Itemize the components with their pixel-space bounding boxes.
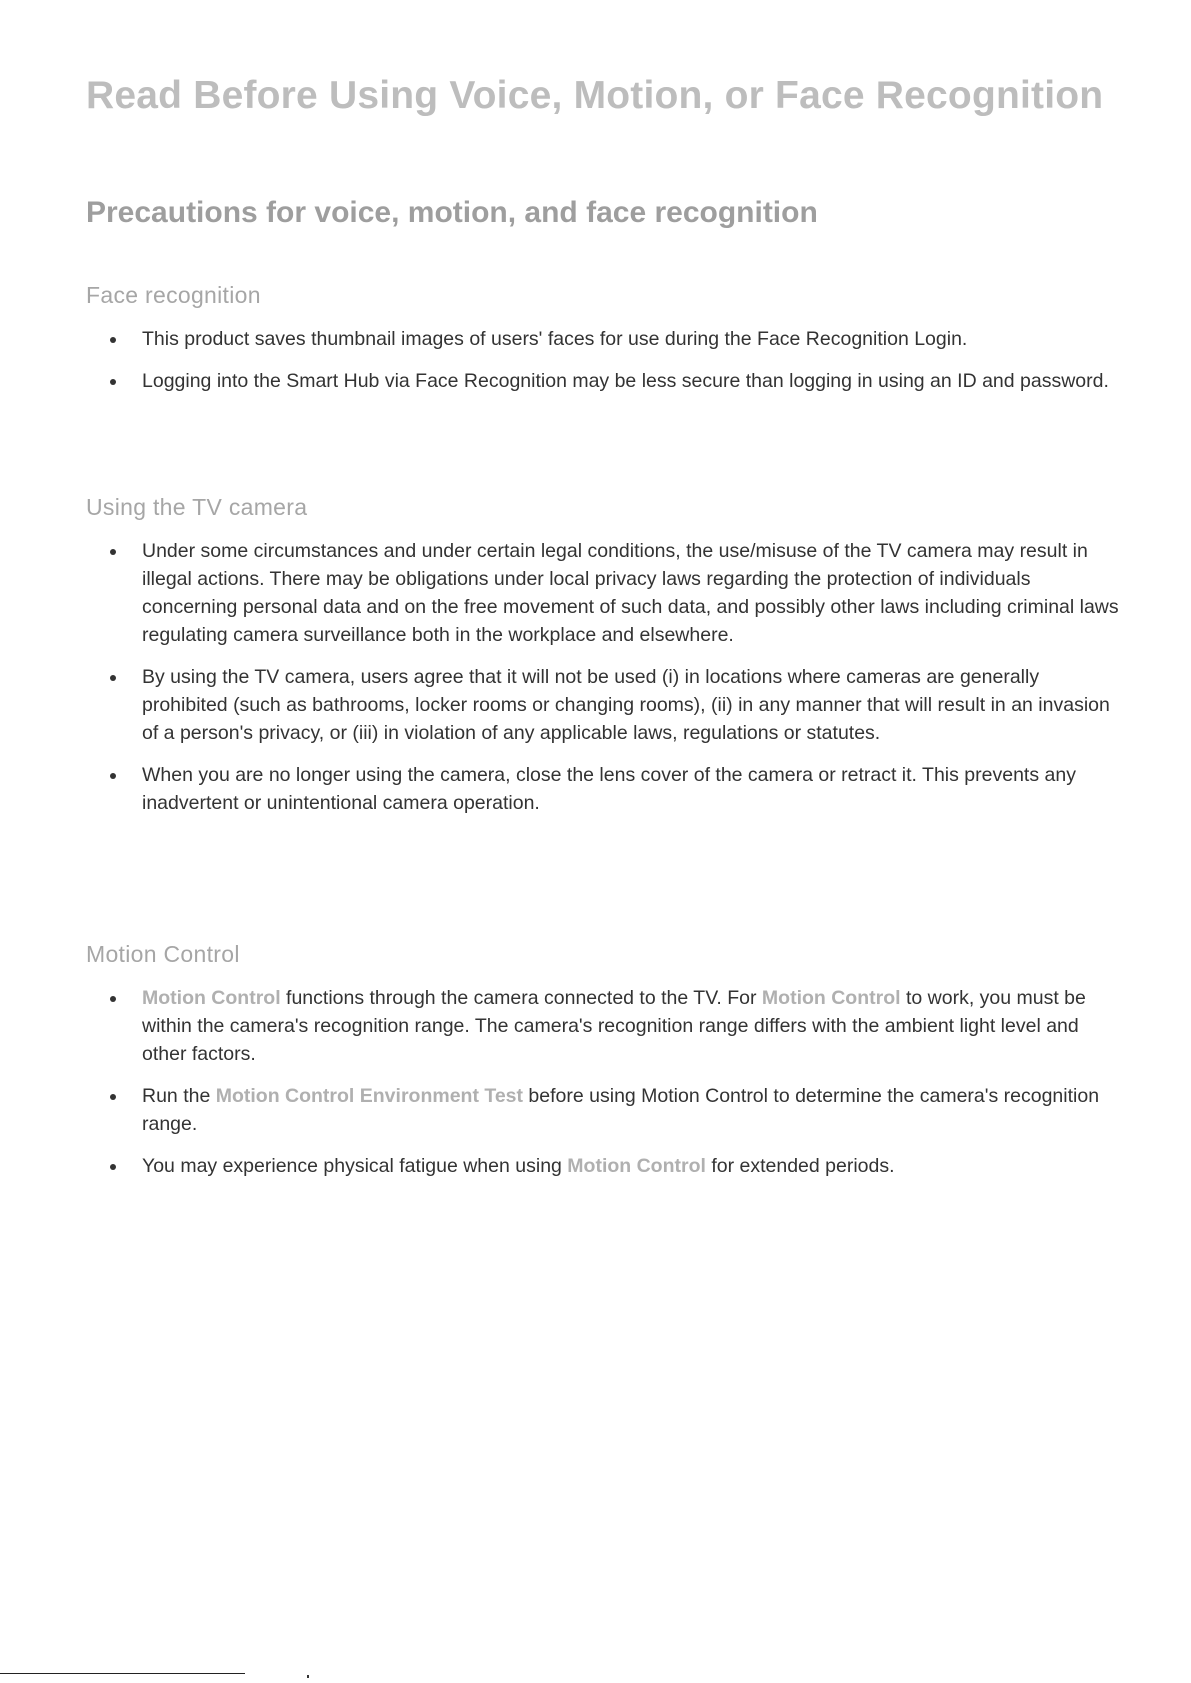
list-item-text: Under some circumstances and under certain legal conditions, the use/misuse of the TV camera may result in illegal actions. There may be obligations under local privacy laws regarding the protection of individuals concerning personal data and on the free movement of such data, and possibly other laws including criminal laws regulating camera surveillance both in the workplace and elsewhere. xyxy=(142,540,1119,646)
tv-camera-list xyxy=(86,537,1126,817)
footer-divider xyxy=(0,1673,245,1674)
environment-test-term: Motion Control Environment Test xyxy=(215,1085,524,1107)
bullet-icon xyxy=(110,549,116,555)
bullet-icon xyxy=(110,1164,116,1170)
list-item xyxy=(86,1152,1126,1180)
list-item-text: functions through the camera connected to the TV. For xyxy=(280,987,762,1009)
list-item-text: You may experience physical fatigue when using xyxy=(142,1155,568,1177)
bullet-icon xyxy=(110,1094,116,1100)
face-recognition-list xyxy=(86,325,1126,395)
motion-control-heading: Motion Control xyxy=(86,941,240,967)
motion-control-term: Motion Control xyxy=(567,1155,706,1177)
list-item xyxy=(86,663,1126,747)
motion-control-section xyxy=(86,941,1126,1194)
list-item xyxy=(86,1082,1126,1138)
list-item-text: to work, you must be within the camera's recognition range. The camera's recognition range differs with the ambient light level and other factors. xyxy=(142,987,1086,1065)
face-recognition-section xyxy=(86,282,1126,409)
motion-control-term: Motion Control xyxy=(761,987,901,1009)
bullet-icon xyxy=(110,337,116,343)
motion-control-term: Motion Control xyxy=(142,987,281,1009)
list-item-text: By using the TV camera, users agree that it will not be used (i) in locations where cameras are generally prohibited (such as bathrooms, locker rooms or changing rooms), (ii) in any manner that will result in an invasion of a person's privacy, or (iii) in violation of any applicable laws, regulations or statutes. xyxy=(142,666,1110,744)
list-item-text: This product saves thumbnail images of users' faces for use during the Face Recognition Login. xyxy=(142,328,968,350)
list-item-text: before using Motion Control to determine the camera's recognition range. xyxy=(142,1085,1100,1135)
footer-mark xyxy=(307,1675,309,1678)
bullet-icon xyxy=(110,773,116,779)
bullet-icon xyxy=(110,675,116,681)
list-item xyxy=(86,537,1126,649)
list-item xyxy=(86,367,1126,395)
list-item xyxy=(86,984,1126,1068)
list-item-text: for extended periods. xyxy=(705,1155,895,1177)
face-recognition-heading: Face recognition xyxy=(86,282,261,308)
tv-camera-section xyxy=(86,494,1126,831)
list-item-text: When you are no longer using the camera, close the lens cover of the camera or retract it. This prevents any inadvertent or unintentional camera operation. xyxy=(142,764,1076,814)
tv-camera-heading: Using the TV camera xyxy=(86,494,308,520)
list-item-text: Logging into the Smart Hub via Face Recognition may be less secure than logging in using an ID and password. xyxy=(142,370,1109,392)
page-title: Read Before Using Voice, Motion, or Face Recognition xyxy=(86,74,1104,117)
section-title: Precautions for voice, motion, and face recognition xyxy=(86,196,818,229)
bullet-icon xyxy=(110,379,116,385)
bullet-icon xyxy=(110,996,116,1002)
list-item xyxy=(86,325,1126,353)
list-item xyxy=(86,761,1126,817)
motion-control-list xyxy=(86,984,1126,1180)
list-item-text: Run the xyxy=(142,1085,216,1107)
